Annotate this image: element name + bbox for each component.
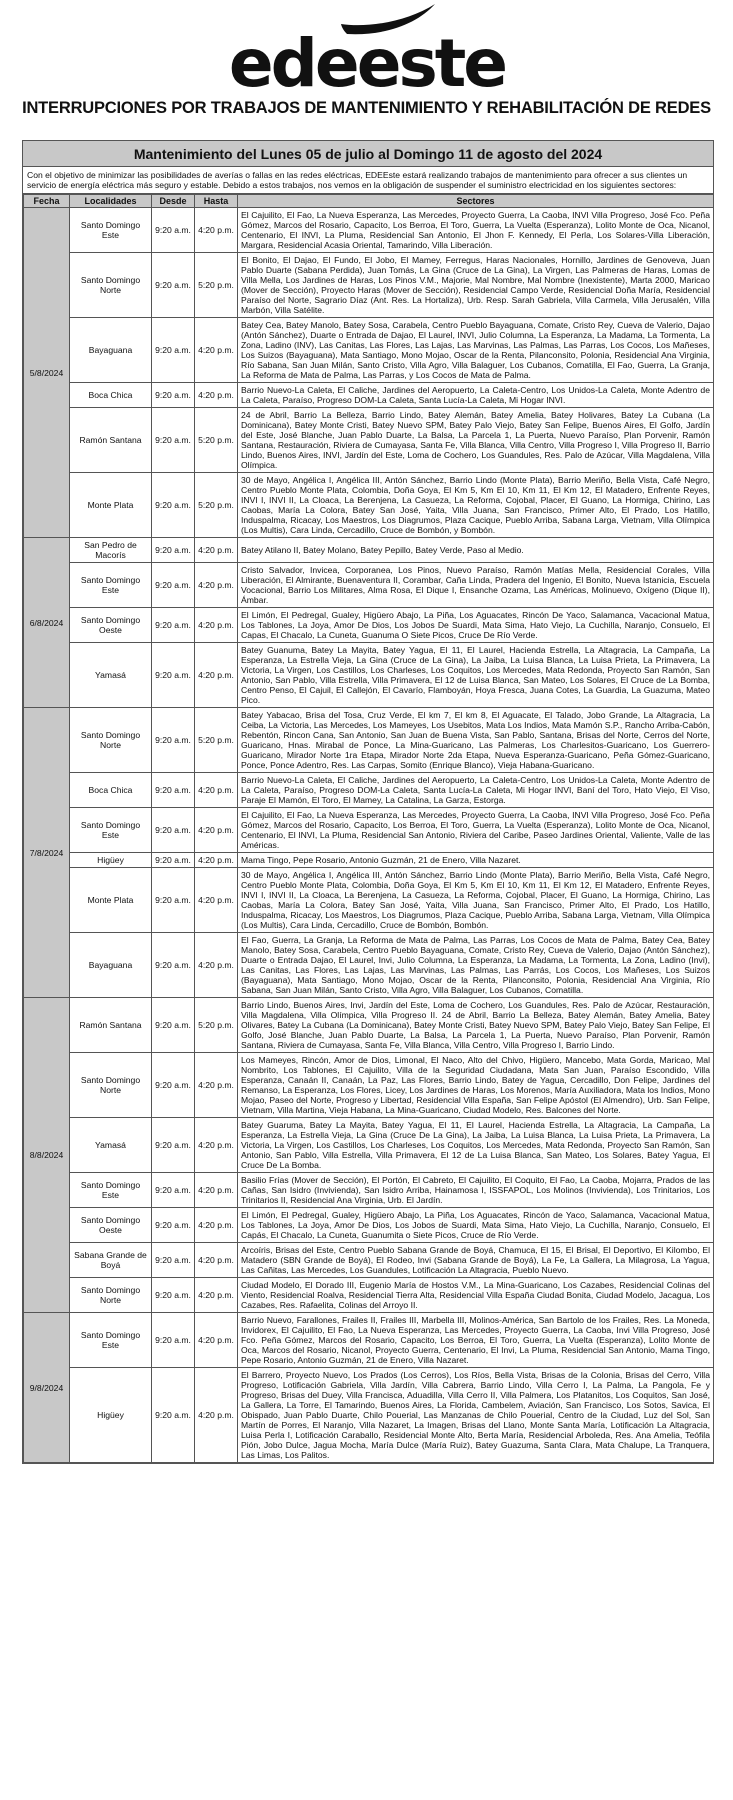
table-header-row xyxy=(24,195,714,208)
start-time-cell: 9:20 a.m. xyxy=(152,608,195,643)
table-row xyxy=(24,1313,714,1368)
locality-cell: Bayaguana xyxy=(70,933,152,998)
sectors-cell: 30 de Mayo, Angélica I, Angélica III, Antón Sánchez, Barrio Lindo (Monte Plata), Barrio Meriño, Bella Vista, Café Negro, Centro Pueblo Monte Plata, Colombia, Doña Goya, El Km 5, Km El 10, Km 11, El Km 12, El Matadero, Enfrente Reyes, INVI I, INVI II, La Cloaca, La Berenjena, La Casueza, La Reforma, Cojobal, Placer, El Guano, La Hormiga, Chirino, Las Caobas, María La Colora, Batey San José, Yaita, Villa Juana, San Francisco, Primer Alto, El Prado, Los Hatillo, Induspalma, Ricacay, Los Maestros, Los Diagrumos, Plaza Cacique, Pueblo Arriba, Sabana Larga, Vietnam, Villa Olímpica (Los Multis), Cara Linda, Cercadillo, Cruce de Bombón, y Bombón. xyxy=(238,473,714,538)
logo-mark xyxy=(217,0,517,96)
sectors-cell: El Barrero, Proyecto Nuevo, Los Prados (Los Cerros), Los Ríos, Bella Vista, Brisas de la Colonia, Brisas del Cerro, Villa Progreso, Lotificación Gabriela, Villa Jardín, Villa Cabrera, Barrio Lindo, Villa Cerro I, La Palma, La Pangola, Fe y Progreso, Brisas del Duey, Villa Francisca, Aduadilla, Villa Cerro II, Villa Palmera, Los Platanitos, Los Coquitos, San José, La Gallera, La Torre, El Tamarindo, Buenos Aires, La Florida, Cambelem, Aviación, San Francisco, Los Sotos, Savica, El Obispado, Juan Pablo Duarte, Chilo Pouerial, Las Manzanas de Chilo Pouerial, Centro de la Ciudad, Luz del Sol, San Martín de Porres, El Naranjo, Villa Nazaret, La Imagen, Brisas del Llano, Monte Santa María, Lotificación La Altagracia, Luisa Perla I, Lotificación Caraballo, Residencial Monte Alto, Berta María, Residencial Arboleda, Res. Ana Amelia, Teófila Pión, Jobo Dulce, Jagua Mocha, María Dulce (María Ruiz), Batey Guazuma, Santa Clara, Mata Chalupe, La Tranquera, Las Limas, Los Palitos. xyxy=(238,1368,714,1463)
intro-paragraph: Con el objetivo de minimizar las posibilidades de averías o fallas en las redes eléctricas, EDEEste estará realizando trabajos de mantenimiento para ofrecer a sus clientes un servicio de energía eléctrica más seguro y estable. Debido a estos trabajos, nos vemos en la obligación de suspender el suministro electricidad en los siguientes sectores: xyxy=(23,167,713,194)
sectors-cell: Batey Atilano II, Batey Molano, Batey Pepillo, Batey Verde, Paso al Medio. xyxy=(238,538,714,563)
sectors-cell: Ciudad Modelo, El Dorado III, Eugenio María de Hostos V.M., La Mina-Guaricano, Los Cazabes, Residencial Colinas del Viento, Residencial Roalva, Residencial Tierra Alta, Residencial Villa España Ciudad Bonita, Ciudad Modelo, Jacagua, Los Cazabes, Res. Rafaelita, Colinas del Arroyo II. xyxy=(238,1278,714,1313)
table-row xyxy=(24,383,714,408)
start-time-cell: 9:20 a.m. xyxy=(152,383,195,408)
locality-cell: Bayaguana xyxy=(70,318,152,383)
start-time-cell: 9:20 a.m. xyxy=(152,1173,195,1208)
end-time-cell: 4:20 p.m. xyxy=(195,538,238,563)
locality-cell: Santo Domingo Norte xyxy=(70,708,152,773)
end-time-cell: 4:20 p.m. xyxy=(195,853,238,868)
sectors-cell: El Limón, El Pedregal, Gualey, Higüero Abajo, La Piña, Los Aguacates, Rincón de Yaco, Salamanca, Vacacional Matua, Los Tablones, La Joya, Amor De Dios, Los Jobos de Suardi, Mata Sima, Hato Viejo, La Cuchilla, Naranjo, Consuelo, El Capás, El Chacalo, La Cuneta, Guanumita o Siete Picos, Cruce de Río Verde. xyxy=(238,1208,714,1243)
logo-wordmark: edeeste xyxy=(228,25,505,96)
locality-cell: Santo Domingo Norte xyxy=(70,1053,152,1118)
start-time-cell: 9:20 a.m. xyxy=(152,1053,195,1118)
locality-cell: Monte Plata xyxy=(70,868,152,933)
col-header-hasta: Hasta xyxy=(195,195,238,208)
end-time-cell: 4:20 p.m. xyxy=(195,383,238,408)
start-time-cell: 9:20 a.m. xyxy=(152,1313,195,1368)
end-time-cell: 4:20 p.m. xyxy=(195,868,238,933)
locality-cell: Higüey xyxy=(70,853,152,868)
start-time-cell: 9:20 a.m. xyxy=(152,773,195,808)
sectors-cell: Barrio Nuevo-La Caleta, El Caliche, Jardines del Aeropuerto, La Caleta-Centro, Los Unidos-La Caleta, Monte Adentro de La Caleta, Paraíso, Progreso DOM-La Caleta, Santa Lucía-La Caleta, Mi Hogar INVI, Baní del Toro, Hato Viejo, El Viso, Paraje El Mamón, El Toro, El Mamey, La Catalina, La Garza, Estorga. xyxy=(238,773,714,808)
locality-cell: Santo Domingo Oeste xyxy=(70,1208,152,1243)
start-time-cell: 9:20 a.m. xyxy=(152,1243,195,1278)
sectors-cell: Batey Guanuma, Batey La Mayita, Batey Yagua, El 11, El Laurel, Hacienda Estrella, La Altagracia, La Campaña, La Esperanza, La Estrella Vieja, La Gina (Cruce de La Gina), La Jaiba, La Luisa Blanca, La Luisa Prieta, La Primavera, La Victoria, La Virgen, Los Castillos, Los Charleses, Los Coquitos, Los Mercedes, Mata Redonda, Proyecto San Ramón, San Antonio, San Pablo, Villa Estrella, Villa Primavera, El 12 de Luisa Blanca, San Mateo, Los Solares, El Cruce de La Bomba, Centro Penso, El Cajuil, El Callejón, El Cavarío, Flamboyán, Hoya Fresca, Juana Cotes, La Guardia, La Guazuma, Mateo Pico. xyxy=(238,643,714,708)
start-time-cell: 9:20 a.m. xyxy=(152,808,195,853)
start-time-cell: 9:20 a.m. xyxy=(152,1208,195,1243)
table-row xyxy=(24,1243,714,1278)
end-time-cell: 5:20 p.m. xyxy=(195,253,238,318)
end-time-cell: 4:20 p.m. xyxy=(195,933,238,998)
sectors-cell: El Cajuilito, El Fao, La Nueva Esperanza, Las Mercedes, Proyecto Guerra, La Caoba, INVI Villa Progreso, José Fco. Peña Gómez, Marcos del Rosario, Capacito, Los Berroa, El Toro, Guerra, La Vuelta (Esperanza), Lolito Monte de Oca, Nicanol, Centenario, El INVI, La Pluma, Residencial San Antonio, Riviera del Caribe, Paseo Jardines Oriental, Valiente, Valle de las Américas. xyxy=(238,808,714,853)
sectors-cell: Batey Yabacao, Brisa del Tosa, Cruz Verde, El km 7, El km 8, El Aguacate, El Talado, Jobo Grande, La Altagracia, La Ceiba, La Victoria, Las Mercedes, Los Mameyes, Los Usebitos, Mata Los Indios, Mata Mamón S.P., Rancho Arriba-Cabón, Rebentón, Rincon Cana, San Antonio, San Juan de Buena Vista, San Pablo, Santana, Brisas del Norte, Cerros del Norte, Guaricano, Hnas. Mirabal de Ponce, La Mina-Guaricano, Las Palmeras, Los Charlesitos-Guaricano, Los Guerrero-Guaricano, Mirador Norte 1ra Etapa, Mirador Norte 2da Etapa, Nueva Esperanza-Guaricano, Peña Gómez-Guaricano, Ponce, Ponce Adentro, Res. Las Carpas, Somito (Enrique Blanco), Vieja Habana-Guaricano. xyxy=(238,708,714,773)
table-row xyxy=(24,1118,714,1173)
locality-cell: Higüey xyxy=(70,1368,152,1463)
end-time-cell: 4:20 p.m. xyxy=(195,643,238,708)
end-time-cell: 4:20 p.m. xyxy=(195,208,238,253)
start-time-cell: 9:20 a.m. xyxy=(152,1368,195,1463)
start-time-cell: 9:20 a.m. xyxy=(152,473,195,538)
table-row xyxy=(24,408,714,473)
end-time-cell: 4:20 p.m. xyxy=(195,318,238,383)
locality-cell: Santo Domingo Este xyxy=(70,563,152,608)
end-time-cell: 5:20 p.m. xyxy=(195,408,238,473)
end-time-cell: 4:20 p.m. xyxy=(195,1118,238,1173)
table-row xyxy=(24,708,714,773)
date-cell: 6/8/2024 xyxy=(24,538,70,708)
table-row xyxy=(24,773,714,808)
table-row xyxy=(24,563,714,608)
locality-cell: Santo Domingo Norte xyxy=(70,253,152,318)
start-time-cell: 9:20 a.m. xyxy=(152,933,195,998)
table-row xyxy=(24,933,714,998)
end-time-cell: 4:20 p.m. xyxy=(195,563,238,608)
col-header-desde: Desde xyxy=(152,195,195,208)
locality-cell: Santo Domingo Norte xyxy=(70,1278,152,1313)
locality-cell: Santo Domingo Este xyxy=(70,208,152,253)
locality-cell: Yamasá xyxy=(70,643,152,708)
col-header-sectores: Sectores xyxy=(238,195,714,208)
end-time-cell: 5:20 p.m. xyxy=(195,998,238,1053)
table-row xyxy=(24,1053,714,1118)
sectors-cell: El Cajuilito, El Fao, La Nueva Esperanza, Las Mercedes, Proyecto Guerra, La Caoba, INVI Villa Progreso, José Fco. Peña Gómez, Marcos del Rosario, Capacito, Los Berroa, El Toro, Guerra, La Vuelta (Esperanza), Lolito Monte de Oca, Nicanol, Centenario, El INVI, La Pluma, Residencial San Antonio, El Jhon F. Kennedy, El Perla, Los Solares-Villa Liberación, Margara, Residencial Acasia Oriental, Tamarindo, Villa Liberación. xyxy=(238,208,714,253)
edeeste-logo xyxy=(0,0,733,100)
date-cell: 9/8/2024 xyxy=(24,1313,70,1463)
locality-cell: Santo Domingo Oeste xyxy=(70,608,152,643)
end-time-cell: 4:20 p.m. xyxy=(195,1313,238,1368)
end-time-cell: 4:20 p.m. xyxy=(195,1173,238,1208)
table-row xyxy=(24,608,714,643)
table-row xyxy=(24,473,714,538)
end-time-cell: 4:20 p.m. xyxy=(195,1053,238,1118)
end-time-cell: 4:20 p.m. xyxy=(195,1368,238,1463)
end-time-cell: 5:20 p.m. xyxy=(195,473,238,538)
locality-cell: Santo Domingo Este xyxy=(70,1313,152,1368)
date-cell: 8/8/2024 xyxy=(24,998,70,1313)
table-row xyxy=(24,643,714,708)
end-time-cell: 4:20 p.m. xyxy=(195,608,238,643)
col-header-localidades: Localidades xyxy=(70,195,152,208)
start-time-cell: 9:20 a.m. xyxy=(152,998,195,1053)
table-row xyxy=(24,253,714,318)
end-time-cell: 4:20 p.m. xyxy=(195,1208,238,1243)
end-time-cell: 5:20 p.m. xyxy=(195,708,238,773)
locality-cell: Boca Chica xyxy=(70,383,152,408)
sectors-cell: 30 de Mayo, Angélica I, Angélica III, Antón Sánchez, Barrio Lindo (Monte Plata), Barrio Meriño, Bella Vista, Café Negro, Centro Pueblo Monte Plata, Colombia, Doña Goya, El Km 5, Km El 10, Km 11, El Km 12, El Matadero, Enfrente Reyes, INVI I, INVI II, La Cloaca, La Berenjena, La Casueza, La Reforma, Cojobal, Placer, El Guano, La Hormiga, Chirino, Las Caobas, María La Colora, Batey San José, Yaita, Villa Juana, San Francisco, Primer Alto, El Prado, Los Hatillo, Induspalma, Ricacay, Los Maestros, Los Diagrumos, Plaza Cacique, Pueblo Arriba, Sabana Larga, Vietnam, Villa Olímpica (Los Multis), Cara Linda, Cercadillo, Cruce de Bombón, Bombón. xyxy=(238,868,714,933)
table-row xyxy=(24,208,714,253)
start-time-cell: 9:20 a.m. xyxy=(152,208,195,253)
start-time-cell: 9:20 a.m. xyxy=(152,708,195,773)
table-row xyxy=(24,853,714,868)
locality-cell: Yamasá xyxy=(70,1118,152,1173)
start-time-cell: 9:20 a.m. xyxy=(152,253,195,318)
schedule-frame xyxy=(22,140,714,1464)
start-time-cell: 9:20 a.m. xyxy=(152,1278,195,1313)
start-time-cell: 9:20 a.m. xyxy=(152,538,195,563)
schedule-table xyxy=(23,194,714,1463)
col-header-fecha: Fecha xyxy=(24,195,70,208)
locality-cell: San Pedro de Macorís xyxy=(70,538,152,563)
end-time-cell: 4:20 p.m. xyxy=(195,773,238,808)
start-time-cell: 9:20 a.m. xyxy=(152,868,195,933)
locality-cell: Santo Domingo Este xyxy=(70,808,152,853)
start-time-cell: 9:20 a.m. xyxy=(152,1118,195,1173)
sectors-cell: El Fao, Guerra, La Granja, La Reforma de Mata de Palma, Las Parras, Los Cocos de Mata de Palma, Batey Cea, Batey Manolo, Batey Sosa, Carabela, Centro Pueblo Bayaguana, Comate, Cristo Rey, Cueva de Valerio, Dajao (Antón Sánchez), Duarte o Entrada Dajao, El Laurel, Invi, Julio Columna, La Esperanza, La Madama, La Tormenta, La Zona, Ladino (Invi), Las Canitas, Las Flores, Las Lajas, Las Marvinas, Las Palmas, Las Parrás, Los Cocos, Los Mañeses, Los Suizos (Bayaguana), Mata Santiago, Mono Mojao, Oscar de la Renta, Pilanconsito, Polonia, Residencial Ana Virginia, Río Sabana, San Juan Milán, Santo Cristo, Villa Agro, Villa Balaguer, Los Cubanos, Comatilla. xyxy=(238,933,714,998)
locality-cell: Ramón Santana xyxy=(70,408,152,473)
sectors-cell: Barrio Nuevo-La Caleta, El Caliche, Jardines del Aeropuerto, La Caleta-Centro, Los Unidos-La Caleta, Monte Adentro de La Caleta, Paraíso, Progreso DOM-La Caleta, Santa Lucía-La Caleta, Mi Hogar INVI. xyxy=(238,383,714,408)
date-cell: 7/8/2024 xyxy=(24,708,70,998)
start-time-cell: 9:20 a.m. xyxy=(152,318,195,383)
end-time-cell: 4:20 p.m. xyxy=(195,1243,238,1278)
schedule-banner: Mantenimiento del Lunes 05 de julio al Domingo 11 de agosto del 2024 xyxy=(23,141,713,167)
end-time-cell: 4:20 p.m. xyxy=(195,808,238,853)
locality-cell: Sabana Grande de Boyá xyxy=(70,1243,152,1278)
locality-cell: Ramón Santana xyxy=(70,998,152,1053)
page-headline: INTERRUPCIONES POR TRABAJOS DE MANTENIMIENTO Y REHABILITACIÓN DE REDES xyxy=(22,99,711,117)
sectors-cell: Cristo Salvador, Invicea, Corporanea, Los Pinos, Nuevo Paraíso, Ramón Matías Mella, Residencial Corales, Villa Liberación, El Almirante, Buenaventura II, Corambar, Caña Linda, Pradera del Ingenio, El Bonito, Nueva Istanicia, Escuela Vocacional, Barrio Los Militares, Alma Rosa, El Dique I, Ensanche Ozama, Las Américas, Molinuevo, Oxígeno (Dique II), Ámbar. xyxy=(238,563,714,608)
locality-cell: Santo Domingo Este xyxy=(70,1173,152,1208)
table-row xyxy=(24,1208,714,1243)
sectors-cell: El Limón, El Pedregal, Gualey, Higüero Abajo, La Piña, Los Aguacates, Rincón De Yaco, Salamanca, Vacacional Matua, Los Tablones, La Joya, Amor De Dios, Los Jobos De Suardi, Mata Sima, Hato Viejo, La Cuchilla, Naranjo, Consuelo, El Capas, El Chacalo, La Cuneta, Guanuma O Siete Picos, Cruce De Río Verde. xyxy=(238,608,714,643)
sectors-cell: Basilio Frías (Mover de Sección), El Portón, El Cabreto, El Cajuilito, El Coquito, El Fao, La Caoba, Mojarra, Prados de las Cañas, San Isidro (Invivienda), San Isidro Arriba, Hainamosa I, ISSFAPOL, Los Molinos (Invivienda), Los Trinitarios, Los Trinitarios II, Residencial Ana Virginia, Urb. El Jardín. xyxy=(238,1173,714,1208)
end-time-cell: 4:20 p.m. xyxy=(195,1278,238,1313)
start-time-cell: 9:20 a.m. xyxy=(152,853,195,868)
date-cell: 5/8/2024 xyxy=(24,208,70,538)
sectors-cell: El Bonito, El Dajao, El Fundo, El Jobo, El Mamey, Ferregus, Haras Nacionales, Hornillo, Jardines de Genoveva, Juan Pablo Duarte (Sabana Perdida), Juan Tomás, La Gina (Cruce de La Gina), La Virgen, Las Palmeras de Haras, Lomas de Villa Mella, Los Jardines de Haras, Los Pinos V.M., Majorie, Mal Nombre, Mal Nombre (Inexistente), Marta 2000, Maricao (Mover de Sección), Proyecto Haras (Mover de Sección), Residencial Campo Verde, Residencial Doña María, Residencial Paraíso del Norte, Sagrario Díaz (Ant. Res. La Hortaliza), Urb. Resp. Sarah Gabriela, Villa Carmela, Villa Jerusalén, Villa Marbón, Villa Satélite. xyxy=(238,253,714,318)
locality-cell: Boca Chica xyxy=(70,773,152,808)
start-time-cell: 9:20 a.m. xyxy=(152,408,195,473)
table-row xyxy=(24,998,714,1053)
locality-cell: Monte Plata xyxy=(70,473,152,538)
table-row xyxy=(24,1368,714,1463)
table-row xyxy=(24,1278,714,1313)
schedule-body xyxy=(24,208,714,1463)
sectors-cell: Arcoíris, Brisas del Este, Centro Pueblo Sabana Grande de Boyá, Chamuca, El 15, El Brisal, El Deportivo, El Kilombo, El Matadero (SBN Grande de Boyá), El Rodeo, Invi (Sabana Grande de Boyá), La Fe, La Gallera, La Milagrosa, La Yagua, Las Cañitas, Las Mercedes, Los Guandules, Lotificación La Altagracia, Pueblo Nuevo. xyxy=(238,1243,714,1278)
start-time-cell: 9:20 a.m. xyxy=(152,643,195,708)
sectors-cell: Barrio Lindo, Buenos Aires, Invi, Jardín del Este, Loma de Cochero, Los Guandules, Res. Palo de Azúcar, Restauración, Villa Magdalena, Villa Olímpica, Villa Progreso II. 24 de Abril, Barrio La Belleza, Batey Alemán, Batey Amelia, Batey Olivares, Batey La Cubana (La Dominicana), Batey Monte Cristi, Batey Nuevo SPM, Batey Palo Viejo, Batey San Felipe, El Golfo, José Blanche, Juan Pablo Duarte, La Balsa, La Parcela 1, La Puerta, Nuevo Paraíso, Plan Porvenir, Ramón Santana, Riviera de Cumayasa, Santa Fe, Villa Blanca, Villa Centro, Villa Progreso I, Barrio Lindo. xyxy=(238,998,714,1053)
table-row xyxy=(24,318,714,383)
sectors-cell: Batey Cea, Batey Manolo, Batey Sosa, Carabela, Centro Pueblo Bayaguana, Comate, Cristo Rey, Cueva de Valerio, Dajao (Antón Sánchez), Duarte o Entrada de Dajao, El Laurel, INVI, Julio Columna, La Esperanza, La Madama, La Tormenta, La Zona, Ladino (INV), Las Canitas, Las Flores, Las Lajas, Las Marvinas, Las Palmas, Las Parras, Los Cocos, Los Mañeses, Los Suizos (Bayaguana), Mata Santiago, Mono Mojao, Oscar de la Renta, Pilanconsito, Polonia, Residencial Ana Virginia, Río Sabana, San Juan Milán, Santo Cristo, Villa Agro, Villa Balaguer, Los Cubanos, Comatilla, El Fao, Guerra, La Granja, La Reforma de Mata de Palma, Las Parras, y Los Cocos de Mata de Palma. xyxy=(238,318,714,383)
table-row xyxy=(24,538,714,563)
start-time-cell: 9:20 a.m. xyxy=(152,563,195,608)
table-row xyxy=(24,808,714,853)
sectors-cell: Batey Guaruma, Batey La Mayita, Batey Yagua, El 11, El Laurel, Hacienda Estrella, La Altagracia, La Campaña, La Esperanza, La Estrella Vieja, La Gina (Cruce De La Gina), La Jaiba, La Luisa Blanca, La Luisa Prieta, La Primavera, La Victoria, La Virgen, Los Castillos, Los Charleses, Los Coquitos, Los Mercedes, Mata Redonda, Proyecto San Ramón, San Antonio, San Pablo, Villa Estrella, Villa Primavera, El 12 de La Luisa Blanca, San Mateo, Los Solares, Batey Yagua, El Cruce De La Bomba. xyxy=(238,1118,714,1173)
table-row xyxy=(24,868,714,933)
sectors-cell: Barrio Nuevo, Farallones, Frailes II, Frailes III, Marbella III, Molinos-América, San Bartolo de los Frailes, Res. La Moneda, Invidorex, El Cajuilito, El Fao, La Nueva Esperanza, Las Mercedes, Proyecto Guerra, La Caoba, Invi Villa Progreso, José Fco. Peña Gómez, Marcos del Rosario, Capacito, Los Berroa, El Toro, Guerra, La Vuelta (Esperanza), Lolito Monte de Oca, Marcos del Rosario, Nicanol, Proyecto Guerra, Centenario, El Invi, La Pluma, Residencial San Antonio, Mama Tingo, Pepe Rosario, Antonio Guzmán, 21 de Enero, Villa Nazaret. xyxy=(238,1313,714,1368)
sectors-cell: Mama Tingo, Pepe Rosario, Antonio Guzmán, 21 de Enero, Villa Nazaret. xyxy=(238,853,714,868)
table-row xyxy=(24,1173,714,1208)
sectors-cell: Los Mameyes, Rincón, Amor de Dios, Limonal, El Naco, Alto del Chivo, Higüero, Mancebo, Mata Gorda, Maricao, Mal Nombrito, Los Tablones, El Cajuilito, Villa de la Seguridad Ciudadana, Mata San Juan, Paraíso Escondido, Villa Esperanza, Canaán II, Canaán, La Paz, Las Flores, Barrio Lindo, Batey de Yagua, Cercadillo, Don Felipe, Jardines del Remanso, La Esperanza, Los Flores, Licey, Los Jardines de Haras, Los Morenos, María Auxiliadora, Mata los Indios, Mono Mojao, Paseo del Norte, Progreso y Libertad, Residencial Villa España, San Felipe Apóstol (El Almendro), Urb. San Felipe, Vietnam, Villa Martina, Vieja Habana, La Mina-Guaricano, Ciudad Modelo, Res. Balcones del Norte. xyxy=(238,1053,714,1118)
sectors-cell: 24 de Abril, Barrio La Belleza, Barrio Lindo, Batey Alemán, Batey Amelia, Batey Holivares, Batey La Cubana (La Dominicana), Batey Monte Cristi, Batey Nuevo SPM, Batey Palo Viejo, Batey San Felipe, Buenos Aires, El Golfo, Jardín del Este, José Blanche, Juan Pablo Duarte, La Balsa, La Parcela 1, La Puerta, Nuevo Paraíso, Plan Porvenir, Ramón Santana, Restauración, Riviera de Cumayasa, Santa Fe, Villa Blanca, Villa Centro, Villa Progreso I, Villa Progreso II, Barrio Lindo, Buenos Aires, INVI, Jardín del Este, Loma de Cochero, Los Guandules, Res. Palo de Azúcar, Villa Magdalena, Villa Olímpica. xyxy=(238,408,714,473)
